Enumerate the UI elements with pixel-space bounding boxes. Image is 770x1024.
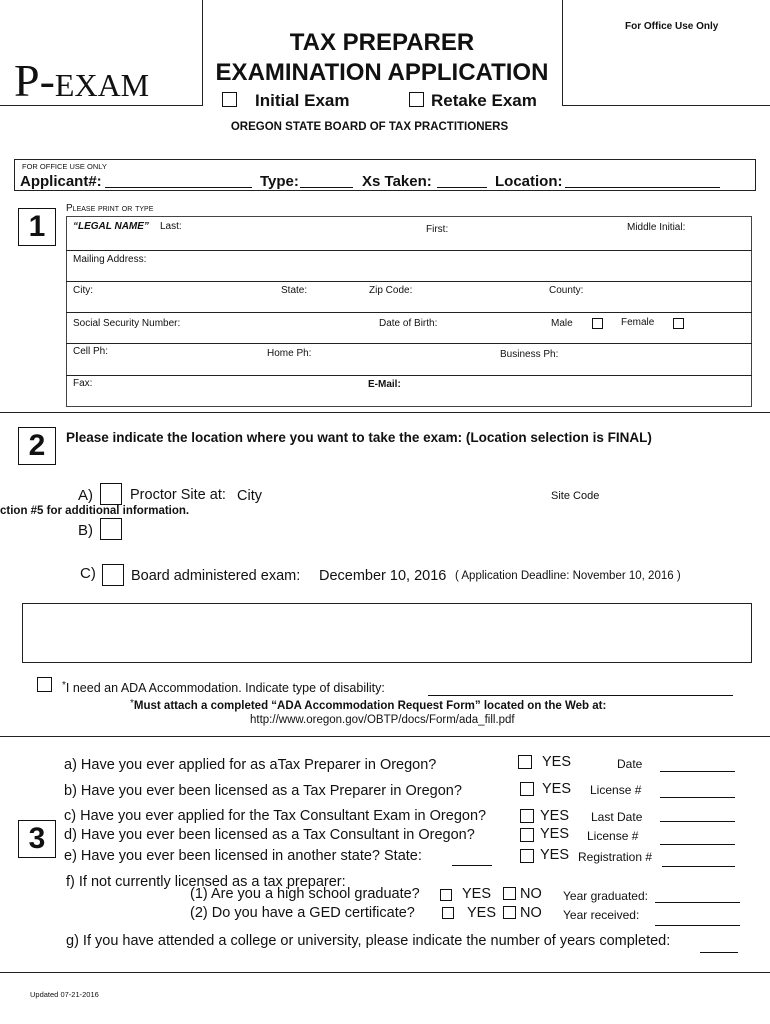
type-field[interactable] <box>300 187 353 188</box>
option-b-label: B) <box>78 522 93 539</box>
question-f1-no-label: NO <box>520 886 542 902</box>
question-f2-yes-label: YES <box>467 905 497 921</box>
cell-phone-label: Cell Ph: <box>73 346 109 357</box>
section-divider <box>0 412 770 413</box>
proctor-site-checkbox[interactable] <box>100 483 122 505</box>
option-a-label: A) <box>78 487 93 504</box>
location-field[interactable] <box>565 187 720 188</box>
ada-form-link[interactable]: http://www.oregon.gov/OBTP/docs/Form/ada_fill.pdf <box>250 714 515 726</box>
question-d-license-label: License # <box>587 829 639 843</box>
email-label: E-Mail: <box>368 379 401 390</box>
ada-form-notice: *Must attach a completed “ADA Accommodation Request Form” located on the Web at: <box>130 698 607 712</box>
office-box-bottom <box>562 105 770 106</box>
question-b-yes-label: YES <box>542 781 572 797</box>
initial-exam-checkbox[interactable] <box>222 92 237 107</box>
print-or-type-instruction: Please print or type <box>66 203 154 214</box>
city-label: City: <box>73 285 93 296</box>
location-heading: Please indicate the location where you want to take the exam: (Location selection is FINAL) <box>66 430 652 445</box>
section-2-number: 2 <box>18 427 56 465</box>
home-phone-label: Home Ph: <box>267 348 312 359</box>
question-a-date-field[interactable] <box>660 771 735 772</box>
proctor-city: City <box>237 488 262 504</box>
option-b-checkbox[interactable] <box>100 518 122 540</box>
question-g: g) If you have attended a college or university, please indicate the number of years completed: <box>66 933 671 949</box>
question-b-license-label: License # <box>590 783 642 797</box>
question-e-registration-field[interactable] <box>662 866 735 867</box>
grid-row-divider <box>66 281 752 282</box>
section-divider <box>0 972 770 973</box>
xs-taken-label: Xs Taken: <box>362 173 432 190</box>
ada-checkbox[interactable] <box>37 677 52 692</box>
see-section-note: ction #5 for additional information. <box>0 505 190 517</box>
question-f2-no-checkbox[interactable] <box>503 906 516 919</box>
question-d-license-field[interactable] <box>660 844 735 845</box>
retake-exam-checkbox[interactable] <box>409 92 424 107</box>
question-d-yes-label: YES <box>540 826 570 842</box>
zip-code-label: Zip Code: <box>369 285 413 296</box>
applicant-number-label: Applicant#: <box>20 173 102 190</box>
state-label: State: <box>281 285 308 296</box>
question-c-last-date-field[interactable] <box>660 821 735 822</box>
question-b-license-field[interactable] <box>660 797 735 798</box>
question-b: b) Have you ever been licensed as a Tax Preparer in Oregon? <box>64 783 462 799</box>
year-received-label: Year received: <box>563 908 640 922</box>
p-exam-logo <box>14 55 150 108</box>
board-exam-checkbox[interactable] <box>102 564 124 586</box>
male-checkbox[interactable] <box>592 318 603 329</box>
ssn-label: Social Security Number: <box>73 318 181 329</box>
question-a-yes-checkbox[interactable] <box>518 755 532 769</box>
title-line-2: EXAMINATION APPLICATION <box>215 59 549 86</box>
section-1-number: 1 <box>18 208 56 246</box>
county-label: County: <box>549 285 584 296</box>
disability-type-field[interactable] <box>428 695 733 696</box>
retake-exam-label: Retake Exam <box>431 91 537 110</box>
question-c-yes-checkbox[interactable] <box>520 809 534 823</box>
question-d-yes-checkbox[interactable] <box>520 828 534 842</box>
header-divider-right <box>562 0 563 106</box>
question-a-yes-label: YES <box>542 754 572 770</box>
exam-date: December 10, 2016 <box>319 568 447 584</box>
proctor-site-label: Proctor Site at: <box>130 487 226 503</box>
question-e-yes-label: YES <box>540 847 570 863</box>
board-exam-label: Board administered exam: <box>131 568 301 584</box>
grid-row-divider <box>66 312 752 313</box>
question-a-date-label: Date <box>617 757 643 771</box>
dob-label: Date of Birth: <box>379 318 438 329</box>
question-e: e) Have you ever been licensed in another state? State: <box>64 848 422 864</box>
page-title <box>202 28 562 88</box>
site-code-label: Site Code <box>551 490 600 502</box>
year-graduated-field[interactable] <box>655 902 740 903</box>
question-b-yes-checkbox[interactable] <box>520 782 534 796</box>
female-label: Female <box>621 317 655 328</box>
question-f1-no-checkbox[interactable] <box>503 887 516 900</box>
first-name-label: First: <box>426 224 449 235</box>
question-c-last-date-label: Last Date <box>591 810 643 824</box>
question-f1: (1) Are you a high school graduate? <box>190 886 420 902</box>
female-checkbox[interactable] <box>673 318 684 329</box>
question-f2-no-label: NO <box>520 905 542 921</box>
grid-row-divider <box>66 250 752 251</box>
option-c-label: C) <box>80 565 96 582</box>
application-deadline: ( Application Deadline: November 10, 2016 ) <box>455 570 681 582</box>
mailing-address-label: Mailing Address: <box>73 254 147 265</box>
question-d: d) Have you ever been licensed as a Tax Consultant in Oregon? <box>64 827 475 843</box>
legal-name-label: “LEGAL NAME” <box>73 221 149 232</box>
question-c: c) Have you ever applied for the Tax Consultant Exam in Oregon? <box>64 808 487 824</box>
logo-exam: EXAM <box>54 67 150 103</box>
office-use-label: For Office Use Only <box>625 21 719 32</box>
question-f2-yes-checkbox[interactable] <box>442 907 454 919</box>
question-f2: (2) Do you have a GED certificate? <box>190 905 415 921</box>
question-f1-yes-checkbox[interactable] <box>440 889 452 901</box>
question-c-yes-label: YES <box>540 808 570 824</box>
question-g-years-field[interactable] <box>700 952 738 953</box>
grid-row-divider <box>66 375 752 376</box>
business-phone-label: Business Ph: <box>500 349 559 360</box>
title-line-1: TAX PREPARER <box>289 29 475 56</box>
question-a: a) Have you ever applied for as aTax Preparer in Oregon? <box>64 757 437 773</box>
updated-date: Updated 07-21-2016 <box>30 990 99 999</box>
middle-initial-label: Middle Initial: <box>627 222 686 233</box>
year-received-field[interactable] <box>655 925 740 926</box>
board-name: OREGON STATE BOARD OF TAX PRACTITIONERS <box>230 121 509 133</box>
question-f1-yes-label: YES <box>462 886 492 902</box>
section-3-number: 3 <box>18 820 56 858</box>
logo-p: P- <box>14 55 55 106</box>
section-divider <box>0 736 770 737</box>
applicant-number-field[interactable] <box>105 187 252 188</box>
location-label: Location: <box>495 173 563 190</box>
question-e-yes-checkbox[interactable] <box>520 849 534 863</box>
location-notes-box[interactable] <box>22 603 752 663</box>
fax-label: Fax: <box>73 378 93 389</box>
last-name-label: Last: <box>160 221 182 232</box>
office-bar-caption: FOR OFFICE USE ONLY <box>22 162 107 171</box>
male-label: Male <box>551 318 573 329</box>
type-label: Type: <box>260 173 299 190</box>
year-graduated-label: Year graduated: <box>563 889 648 903</box>
question-e-state-field[interactable] <box>452 865 492 866</box>
xs-taken-field[interactable] <box>437 187 487 188</box>
grid-row-divider <box>66 343 752 344</box>
ada-accommodation-label: *I need an ADA Accommodation. Indicate type of disability: <box>62 680 385 695</box>
initial-exam-label: Initial Exam <box>255 91 350 110</box>
question-f: f) If not currently licensed as a tax preparer: <box>66 874 346 890</box>
question-e-registration-label: Registration # <box>578 850 653 864</box>
